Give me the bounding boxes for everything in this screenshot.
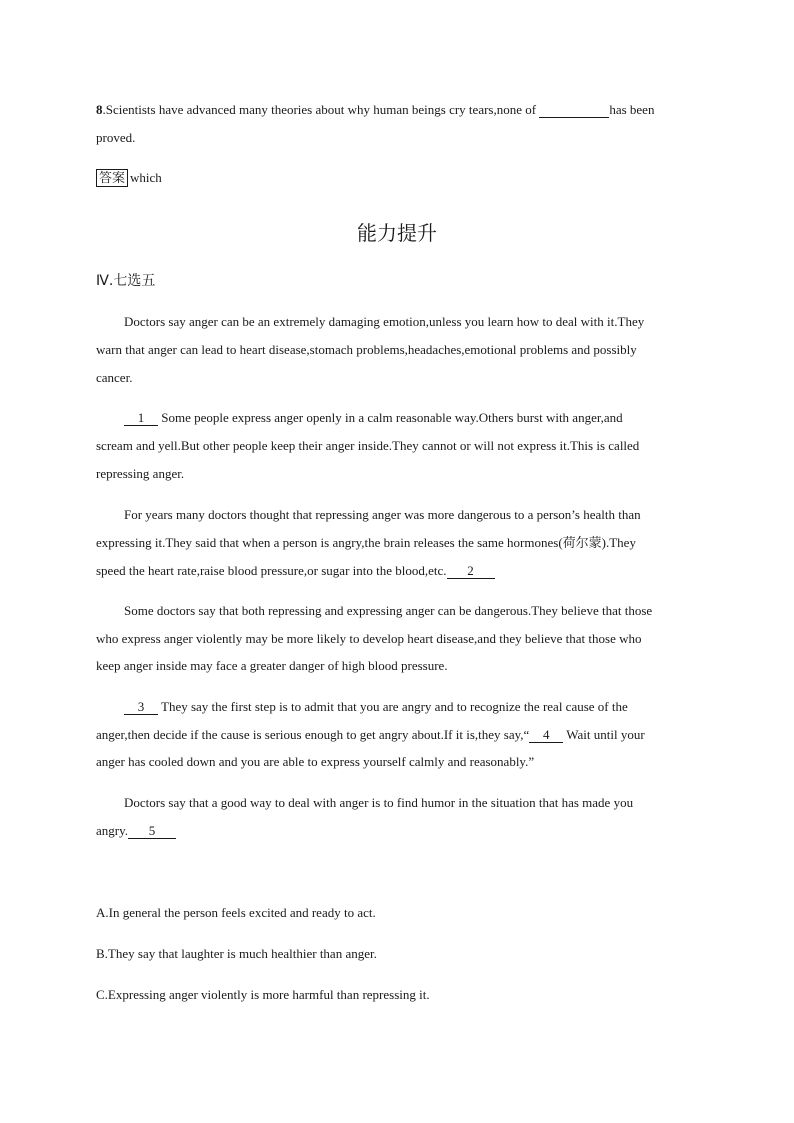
- p2-line1: [124, 408, 623, 428]
- p6-line1: Doctors say that a good way to deal with anger is to find humor in the situation that has made you: [124, 795, 634, 810]
- p6-line2-text: angry.: [96, 823, 129, 838]
- blank-2: 2: [447, 564, 495, 579]
- p1-line1: Doctors say anger can be an extremely damaging emotion,unless you learn how to deal with it.They: [124, 314, 645, 329]
- p3-line3-text: speed the heart rate,raise blood pressure,or sugar into the blood,etc.: [96, 563, 447, 578]
- p3-line1: For years many doctors thought that repressing anger was more dangerous to a person’s health than: [124, 507, 641, 522]
- section-subtitle: Ⅳ.七选五: [96, 273, 156, 289]
- answer-blank: [539, 103, 609, 118]
- question-text-before: .Scientists have advanced many theories about why human beings cry tears,none of: [102, 102, 540, 117]
- p3-line2: expressing it.They said that when a person is angry,the brain releases the same hormones(荷尔蒙).They: [96, 535, 636, 550]
- p2-line2: scream and yell.But other people keep their anger inside.They cannot or will not express it.This is called: [96, 438, 640, 453]
- p5-line2-text: anger,then decide if the cause is serious enough to get angry about.If it is,they say,“: [96, 727, 530, 742]
- answer-value: which: [130, 170, 162, 185]
- option-c: C.Expressing anger violently is more harmful than repressing it.: [96, 987, 430, 1002]
- section-title: 能力提升: [357, 221, 437, 245]
- p2-line1-text: Some people express anger openly in a calm reasonable way.Others burst with anger,and: [158, 410, 623, 425]
- p6-line2: [96, 821, 176, 841]
- answer-line: [96, 168, 162, 188]
- p3-line3: [96, 561, 495, 581]
- p5-line1-text: They say the first step is to admit that you are angry and to recognize the real cause of the: [158, 699, 628, 714]
- question-8-line2: proved.: [96, 130, 136, 145]
- blank-4: 4: [529, 728, 563, 743]
- p5-line1: [124, 697, 628, 717]
- p1-line2: warn that anger can lead to heart disease,stomach problems,headaches,emotional problems and possibly: [96, 342, 637, 357]
- p5-line3: anger has cooled down and you are able to express yourself calmly and reasonably.”: [96, 754, 535, 769]
- p2-line3: repressing anger.: [96, 466, 185, 481]
- blank-1: 1: [124, 411, 158, 426]
- blank-5: 5: [128, 824, 176, 839]
- option-a: A.In general the person feels excited and ready to act.: [96, 905, 376, 920]
- p5-line2-after: Wait until your: [563, 727, 645, 742]
- blank-3: 3: [124, 700, 158, 715]
- p4-line2: who express anger violently may be more likely to develop heart disease,and they believe that those who: [96, 631, 642, 646]
- question-text-after: has been: [609, 102, 655, 117]
- p5-line2: [96, 725, 645, 745]
- p4-line1: Some doctors say that both repressing and expressing anger can be dangerous.They believe that those: [124, 603, 653, 618]
- p4-line3: keep anger inside may face a greater danger of high blood pressure.: [96, 658, 448, 673]
- answer-tag: 答案: [96, 169, 128, 187]
- p1-line3: cancer.: [96, 370, 133, 385]
- option-b: B.They say that laughter is much healthier than anger.: [96, 946, 377, 961]
- question-number: 8: [96, 102, 103, 117]
- question-8-line1: [96, 100, 654, 120]
